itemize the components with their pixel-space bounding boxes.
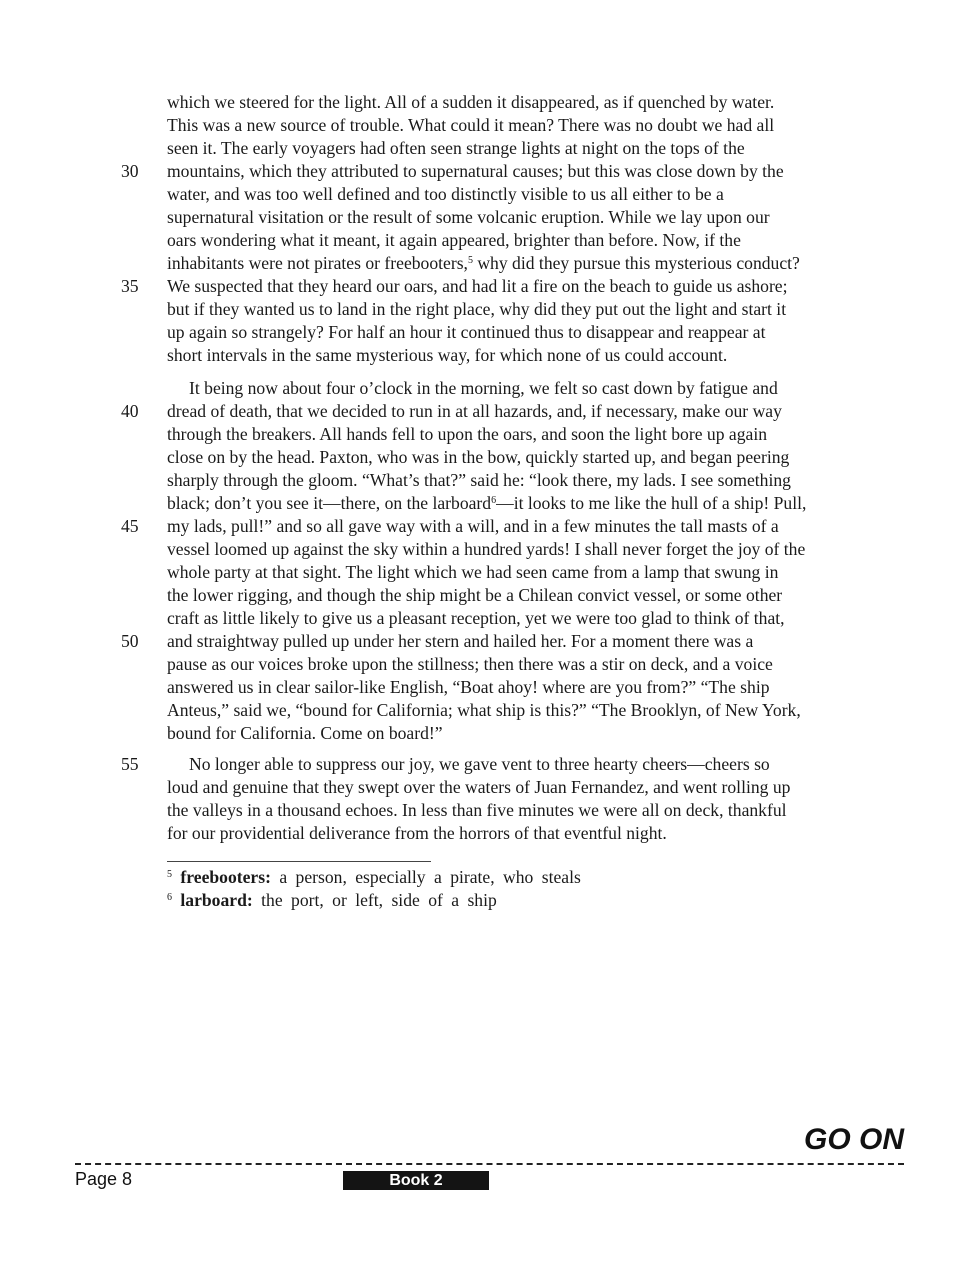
passage-line: answered us in clear sailor-like English, “Boat ahoy! where are you from?” “The ship [167,677,770,697]
passage-line: mountains, which they attributed to supernatural causes; but this was close down by the [167,161,784,181]
passage-text: why did they pursue this mysterious conduct? [472,253,800,273]
passage-line: This was a new source of trouble. What could it mean? There was no doubt we had all [167,115,775,135]
line-number: 30 [121,161,139,181]
passage-line: vessel loomed up against the sky within a hundred yards! I shall never forget the joy of the [167,539,806,559]
footnote-marker: 6 [167,892,172,903]
passage-line [167,492,867,515]
book-label: Book 2 [343,1171,489,1190]
passage-line: loud and genuine that they swept over the waters of Juan Fernandez, and went rolling up [167,777,791,797]
passage-line: my lads, pull!” and so all gave way with a will, and in a few minutes the tall masts of a [167,516,779,536]
footnote-definition: a person, especially a pirate, who steals [270,867,581,887]
footnote-marker: 5 [167,869,172,880]
passage-text: inhabitants were not pirates or freebooters, [167,253,468,273]
passage-line: and straightway pulled up under her stern and hailed her. For a moment there was a [167,631,754,651]
passage-line: No longer able to suppress our joy, we gave vent to three hearty cheers—cheers so [189,754,770,774]
passage-line: bound for California. Come on board!” [167,723,443,743]
line-number: 45 [121,516,139,536]
footer-dashed-rule [75,1163,904,1165]
passage-line: supernatural visitation or the result of some volcanic eruption. While we lay upon our [167,207,770,227]
passage-line: but if they wanted us to land in the right place, why did they put out the light and start it [167,299,787,319]
footnote [167,889,497,912]
passage-line: for our providential deliverance from the horrors of that eventful night. [167,823,667,843]
passage-line: which we steered for the light. All of a sudden it disappeared, as if quenched by water. [167,92,775,112]
passage-line [167,252,867,275]
passage-line: short intervals in the same mysterious way, for which none of us could account. [167,345,728,365]
passage-text: —it looks to me like the hull of a ship! Pull, [496,493,807,513]
page-number: Page 8 [75,1169,133,1189]
passage-line: through the breakers. All hands fell to upon the oars, and soon the light bore up again [167,424,768,444]
footnote-definition: the port, or left, side of a ship [252,890,497,910]
passage-line: oars wondering what it meant, it again appeared, brighter than before. Now, if the [167,230,741,250]
footnote-term: freebooters: [180,867,271,887]
passage-line: craft as little likely to give us a pleasant reception, yet we were too glad to think of that, [167,608,785,628]
line-number: 35 [121,276,139,296]
passage-line: the lower rigging, and though the ship might be a Chilean convict vessel, or some other [167,585,783,605]
footnote-term: larboard: [180,890,253,910]
passage-line: water, and was too well defined and too distinctly visible to us all either to be a [167,184,724,204]
passage-line: pause as our voices broke upon the stillness; then there was a stir on deck, and a voice [167,654,773,674]
line-number: 55 [121,754,139,774]
footnote-ref-6: 6 [491,495,497,506]
line-number: 50 [121,631,139,651]
passage-text: black; don’t you see it—there, on the larboard [167,493,492,513]
footnote-ref-5: 5 [467,255,473,266]
passage-line: sharply through the gloom. “What’s that?” said he: “look there, my lads. I see something [167,470,791,490]
go-on-label: GO ON [803,1123,904,1156]
passage-line: the valleys in a thousand echoes. In less than five minutes we were all on deck, thankful [167,800,787,820]
passage-line: whole party at that sight. The light which we had seen came from a lamp that swung in [167,562,779,582]
passage-line: close on by the head. Paxton, who was in the bow, quickly started up, and began peering [167,447,790,467]
passage-line: Anteus,” said we, “bound for California; what ship is this?” “The Brooklyn, of New York, [167,700,801,720]
line-number: 40 [121,401,139,421]
passage-line: dread of death, that we decided to run in at all hazards, and, if necessary, make our way [167,401,782,421]
passage-line: up again so strangely? For half an hour it continued thus to disappear and reappear at [167,322,766,342]
passage-line: We suspected that they heard our oars, and had lit a fire on the beach to guide us ashore; [167,276,788,296]
footnote [167,866,581,889]
passage-line: It being now about four o’clock in the morning, we felt so cast down by fatigue and [189,378,778,398]
passage-line: seen it. The early voyagers had often seen strange lights at night on the tops of the [167,138,745,158]
footnote-divider [167,861,431,862]
